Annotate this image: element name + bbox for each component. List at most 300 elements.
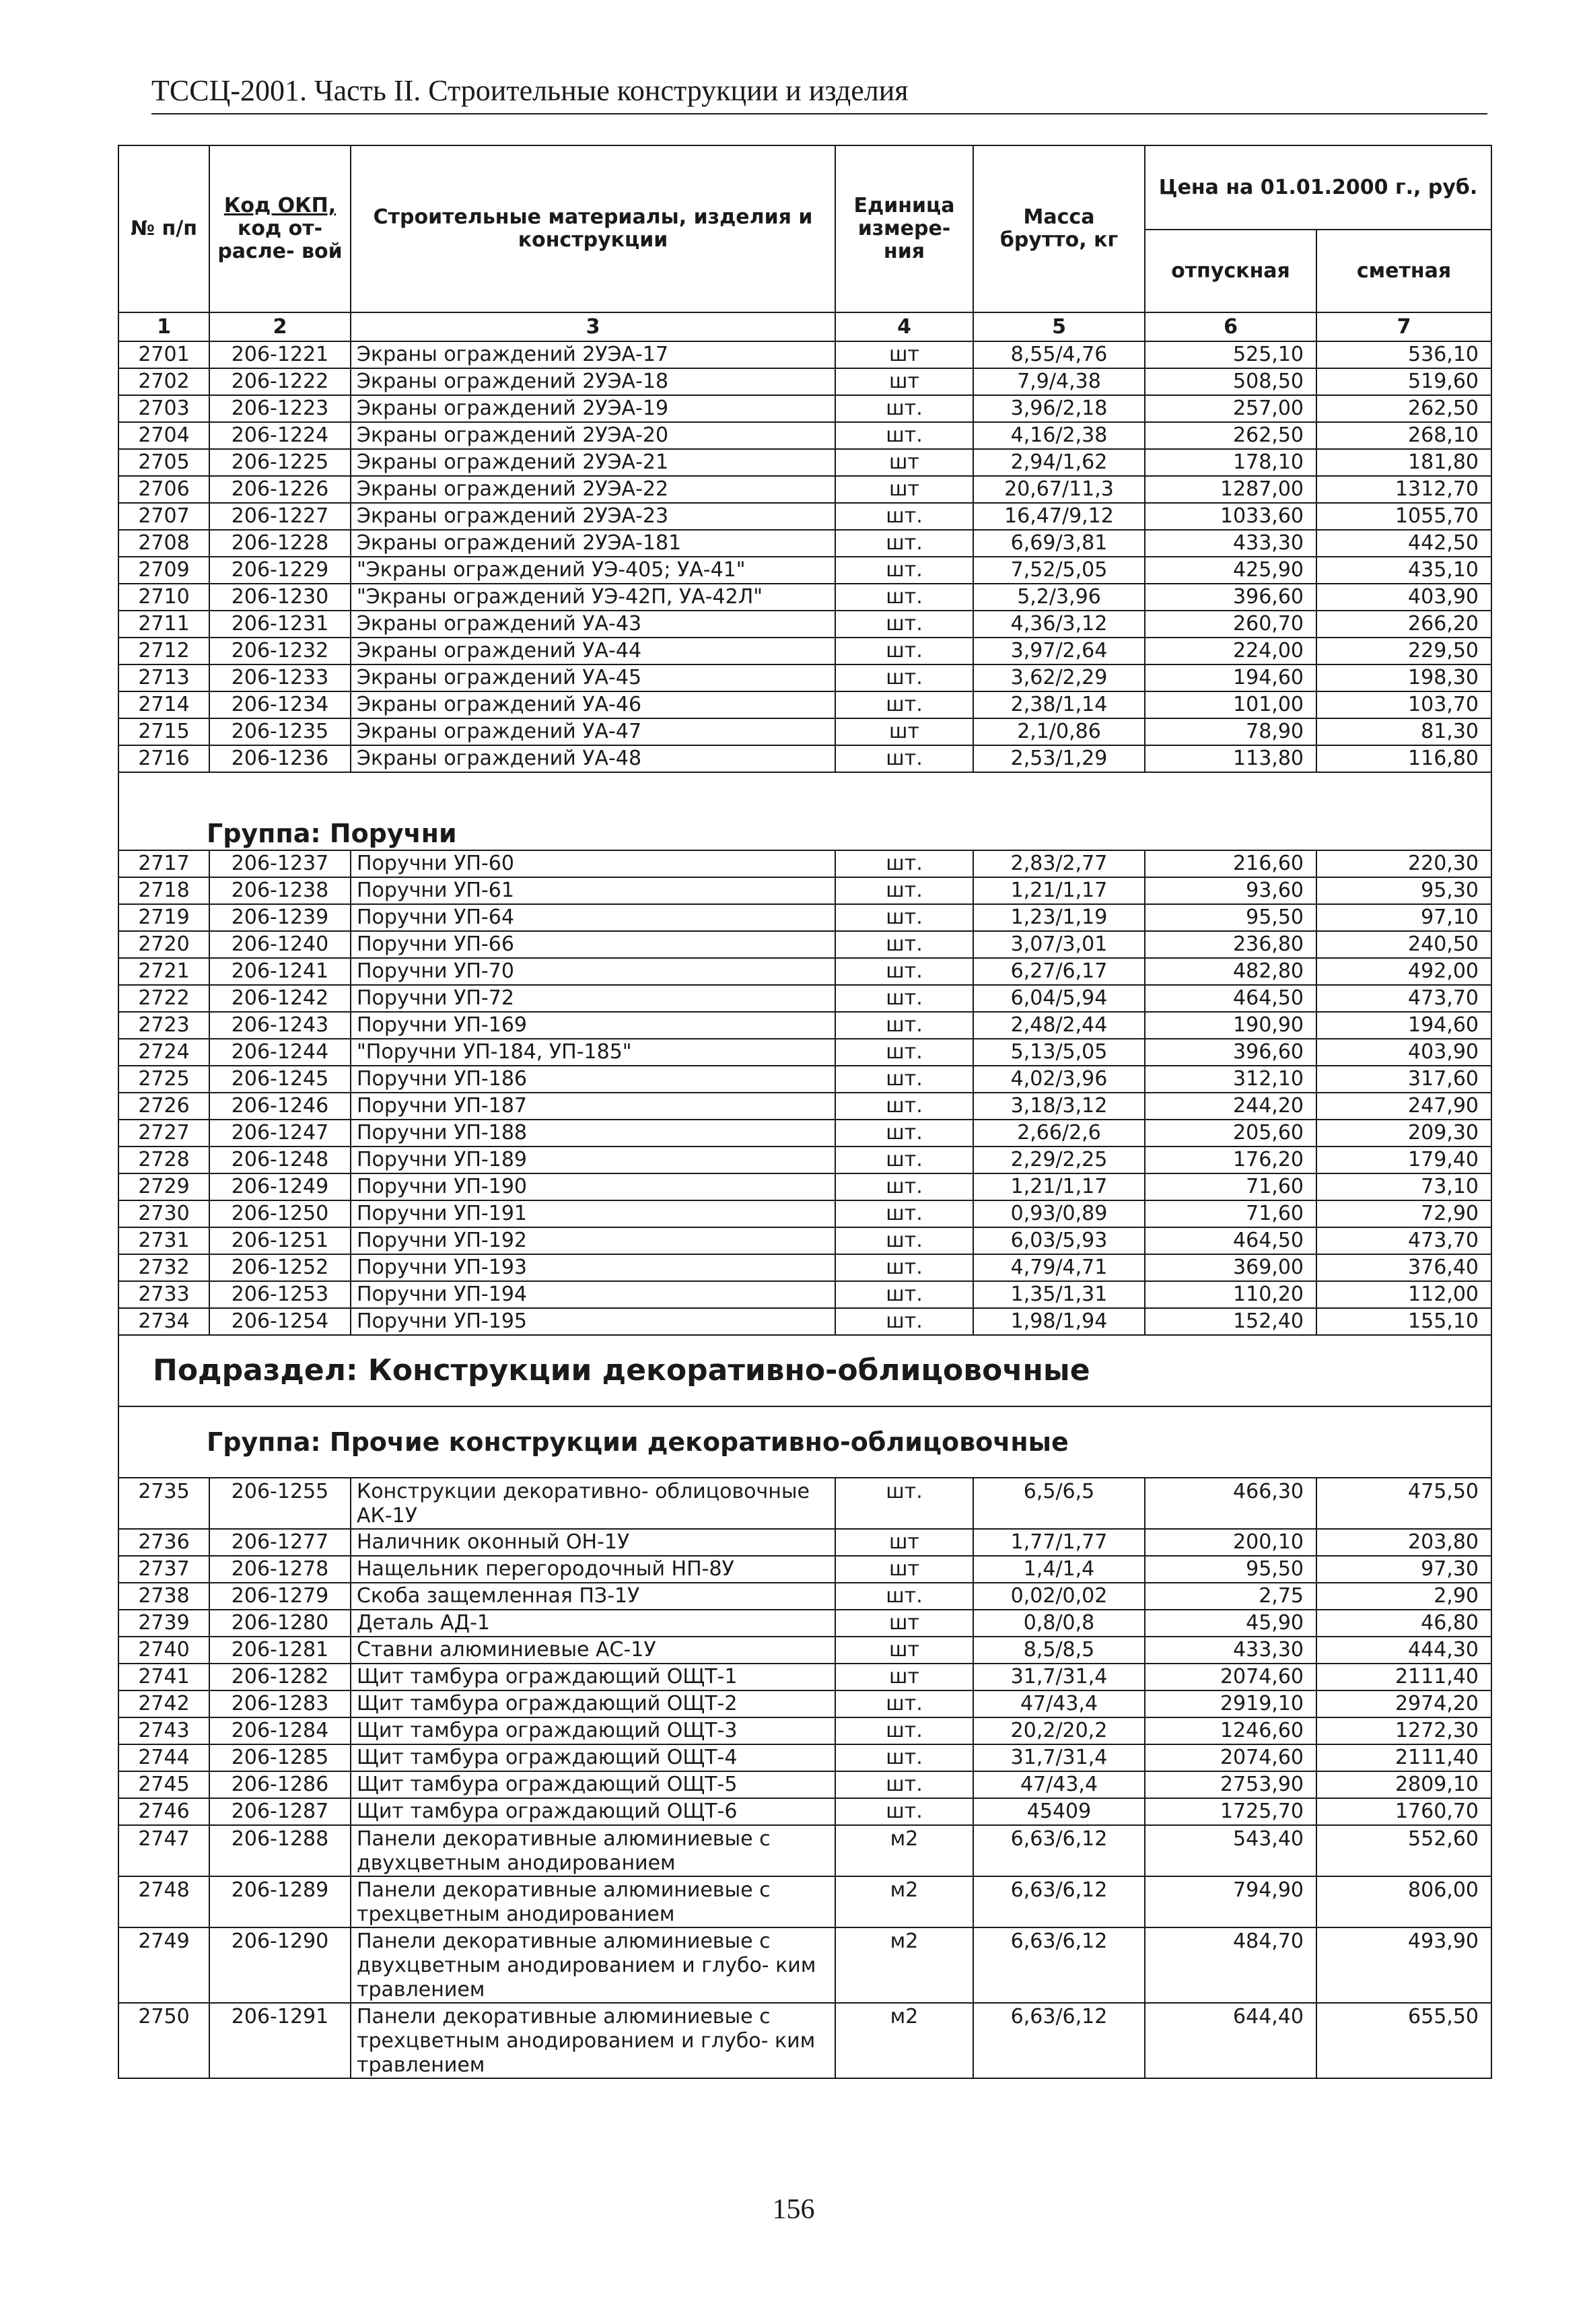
table-row (118, 1717, 1491, 1744)
cell-mass: 7,9/4,38 (973, 368, 1145, 395)
cell-mass: 2,66/2,6 (973, 1120, 1145, 1147)
cell-price-estimate: 268,10 (1316, 422, 1491, 449)
cell-price-estimate: 97,30 (1316, 1556, 1491, 1583)
cell-price-estimate: 266,20 (1316, 611, 1491, 638)
cell-price-release: 190,90 (1145, 1012, 1316, 1039)
table-row (118, 1281, 1491, 1308)
cell-price-release: 2753,90 (1145, 1771, 1316, 1798)
cell-price-estimate: 475,50 (1316, 1478, 1491, 1529)
cell-code: 206-1227 (209, 503, 351, 530)
cell-price-estimate: 247,90 (1316, 1093, 1491, 1120)
cell-unit: шт. (835, 958, 973, 985)
cell-number: 2745 (118, 1771, 209, 1798)
cell-price-release: 113,80 (1145, 745, 1316, 772)
cell-number: 2727 (118, 1120, 209, 1147)
cell-number: 2744 (118, 1744, 209, 1771)
cell-unit: шт (835, 1664, 973, 1690)
cell-unit: шт (835, 1610, 973, 1637)
cell-number: 2732 (118, 1254, 209, 1281)
cell-name: Поручни УП-192 (351, 1227, 835, 1254)
table-row (118, 1771, 1491, 1798)
column-index: 4 (835, 312, 973, 341)
cell-mass: 3,07/3,01 (973, 931, 1145, 958)
table-row (118, 449, 1491, 476)
cell-unit: шт. (835, 1744, 973, 1771)
cell-name: Экраны ограждений 2УЭА-23 (351, 503, 835, 530)
table-row (118, 1876, 1491, 1927)
cell-mass: 1,21/1,17 (973, 877, 1145, 904)
cell-code: 206-1251 (209, 1227, 351, 1254)
cell-mass: 6,63/6,12 (973, 1876, 1145, 1927)
cell-code: 206-1286 (209, 1771, 351, 1798)
table-row (118, 1529, 1491, 1556)
cell-price-release: 464,50 (1145, 1227, 1316, 1254)
col-header-unit: Единица измере- ния (835, 145, 973, 312)
cell-code: 206-1226 (209, 476, 351, 503)
cell-mass: 0,93/0,89 (973, 1200, 1145, 1227)
cell-name: Панели декоративные алюминиевые с двухцветным анодированием (351, 1825, 835, 1876)
cell-number: 2731 (118, 1227, 209, 1254)
cell-mass: 31,7/31,4 (973, 1664, 1145, 1690)
cell-unit: шт (835, 341, 973, 368)
cell-code: 206-1250 (209, 1200, 351, 1227)
cell-name: Экраны ограждений 2УЭА-21 (351, 449, 835, 476)
table-row (118, 1556, 1491, 1583)
cell-name: "Экраны ограждений УЭ-42П, УА-42Л" (351, 584, 835, 611)
cell-code: 206-1239 (209, 904, 351, 931)
cell-price-estimate: 473,70 (1316, 985, 1491, 1012)
cell-mass: 31,7/31,4 (973, 1744, 1145, 1771)
cell-name: Щит тамбура ограждающий ОЩТ-6 (351, 1798, 835, 1825)
cell-price-release: 244,20 (1145, 1093, 1316, 1120)
cell-unit: шт. (835, 503, 973, 530)
cell-code: 206-1236 (209, 745, 351, 772)
cell-code: 206-1237 (209, 850, 351, 877)
table-row (118, 1308, 1491, 1335)
column-index: 7 (1316, 312, 1491, 341)
table-row (118, 1825, 1491, 1876)
table-row (118, 1744, 1491, 1771)
cell-name: Поручни УП-187 (351, 1093, 835, 1120)
col-header-name: Строительные материалы, изделия и конструкции (351, 145, 835, 312)
cell-number: 2711 (118, 611, 209, 638)
cell-number: 2705 (118, 449, 209, 476)
cell-number: 2708 (118, 530, 209, 557)
price-table (118, 145, 1492, 2079)
cell-name: Панели декоративные алюминиевые с двухцветным анодированием и глубо- ким травлением (351, 1927, 835, 2003)
cell-code: 206-1241 (209, 958, 351, 985)
cell-name: Поручни УП-188 (351, 1120, 835, 1147)
cell-number: 2712 (118, 638, 209, 664)
cell-mass: 8,55/4,76 (973, 341, 1145, 368)
cell-unit: шт. (835, 664, 973, 691)
cell-price-release: 194,60 (1145, 664, 1316, 691)
group-heading-row (118, 772, 1491, 850)
cell-price-release: 794,90 (1145, 1876, 1316, 1927)
table-row (118, 2003, 1491, 2078)
cell-mass: 6,03/5,93 (973, 1227, 1145, 1254)
cell-price-estimate: 2,90 (1316, 1583, 1491, 1610)
cell-code: 206-1246 (209, 1093, 351, 1120)
col-header-price: Цена на 01.01.2000 г., руб. (1145, 145, 1491, 230)
cell-mass: 2,29/2,25 (973, 1147, 1145, 1173)
cell-code: 206-1290 (209, 1927, 351, 2003)
cell-name: Ставни алюминиевые АС-1У (351, 1637, 835, 1664)
cell-code: 206-1238 (209, 877, 351, 904)
cell-unit: шт. (835, 904, 973, 931)
cell-price-estimate: 442,50 (1316, 530, 1491, 557)
cell-price-estimate: 112,00 (1316, 1281, 1491, 1308)
table-row (118, 530, 1491, 557)
cell-name: Щит тамбура ограждающий ОЩТ-5 (351, 1771, 835, 1798)
cell-mass: 1,77/1,77 (973, 1529, 1145, 1556)
cell-number: 2738 (118, 1583, 209, 1610)
cell-number: 2739 (118, 1610, 209, 1637)
cell-price-release: 464,50 (1145, 985, 1316, 1012)
cell-number: 2703 (118, 395, 209, 422)
cell-unit: шт. (835, 691, 973, 718)
cell-price-release: 71,60 (1145, 1200, 1316, 1227)
cell-price-release: 484,70 (1145, 1927, 1316, 2003)
cell-number: 2713 (118, 664, 209, 691)
cell-unit: шт (835, 718, 973, 745)
cell-number: 2740 (118, 1637, 209, 1664)
col-header-code-rest: код от- расле- вой (217, 217, 343, 263)
cell-mass: 5,13/5,05 (973, 1039, 1145, 1066)
cell-number: 2746 (118, 1798, 209, 1825)
cell-number: 2730 (118, 1200, 209, 1227)
cell-unit: шт (835, 1637, 973, 1664)
col-header-price-estimate: сметная (1316, 230, 1491, 312)
cell-price-release: 525,10 (1145, 341, 1316, 368)
cell-code: 206-1283 (209, 1690, 351, 1717)
cell-name: "Экраны ограждений УЭ-405; УА-41" (351, 557, 835, 584)
cell-unit: шт (835, 476, 973, 503)
cell-unit: шт. (835, 1200, 973, 1227)
table-row (118, 1227, 1491, 1254)
table-row (118, 476, 1491, 503)
column-index: 1 (118, 312, 209, 341)
cell-unit: шт. (835, 1717, 973, 1744)
cell-price-release: 200,10 (1145, 1529, 1316, 1556)
cell-mass: 0,02/0,02 (973, 1583, 1145, 1610)
cell-code: 206-1288 (209, 1825, 351, 1876)
cell-number: 2729 (118, 1173, 209, 1200)
cell-unit: шт. (835, 1227, 973, 1254)
cell-price-estimate: 46,80 (1316, 1610, 1491, 1637)
cell-mass: 2,94/1,62 (973, 449, 1145, 476)
cell-mass: 6,5/6,5 (973, 1478, 1145, 1529)
group-heading-row (118, 1406, 1491, 1478)
cell-unit: шт. (835, 931, 973, 958)
cell-code: 206-1222 (209, 368, 351, 395)
cell-price-release: 262,50 (1145, 422, 1316, 449)
table-row (118, 877, 1491, 904)
cell-price-estimate: 655,50 (1316, 2003, 1491, 2078)
cell-name: Экраны ограждений 2УЭА-20 (351, 422, 835, 449)
cell-price-estimate: 262,50 (1316, 395, 1491, 422)
cell-name: Щит тамбура ограждающий ОЩТ-1 (351, 1664, 835, 1690)
cell-unit: шт (835, 1556, 973, 1583)
cell-unit: шт. (835, 877, 973, 904)
cell-price-release: 178,10 (1145, 449, 1316, 476)
group-heading: Группа: Прочие конструкции декоративно-облицовочные (118, 1406, 1491, 1478)
table-row (118, 1039, 1491, 1066)
cell-price-release: 508,50 (1145, 368, 1316, 395)
cell-price-release: 45,90 (1145, 1610, 1316, 1637)
table-row (118, 1254, 1491, 1281)
table-body (118, 341, 1491, 2078)
cell-price-estimate: 97,10 (1316, 904, 1491, 931)
cell-unit: шт. (835, 1798, 973, 1825)
cell-price-estimate: 444,30 (1316, 1637, 1491, 1664)
cell-price-release: 95,50 (1145, 1556, 1316, 1583)
cell-price-estimate: 376,40 (1316, 1254, 1491, 1281)
cell-number: 2718 (118, 877, 209, 904)
cell-name: Поручни УП-186 (351, 1066, 835, 1093)
cell-unit: шт. (835, 611, 973, 638)
cell-name: Нащельник перегородочный НП-8У (351, 1556, 835, 1583)
table-row (118, 1147, 1491, 1173)
cell-price-release: 205,60 (1145, 1120, 1316, 1147)
cell-code: 206-1221 (209, 341, 351, 368)
table-row (118, 718, 1491, 745)
cell-unit: шт. (835, 530, 973, 557)
cell-unit: шт. (835, 1308, 973, 1335)
cell-price-estimate: 2111,40 (1316, 1744, 1491, 1771)
table-row (118, 1012, 1491, 1039)
cell-number: 2715 (118, 718, 209, 745)
cell-price-release: 1287,00 (1145, 476, 1316, 503)
cell-code: 206-1285 (209, 1744, 351, 1771)
cell-price-estimate: 116,80 (1316, 745, 1491, 772)
table-row (118, 1583, 1491, 1610)
cell-price-release: 176,20 (1145, 1147, 1316, 1173)
cell-code: 206-1282 (209, 1664, 351, 1690)
cell-price-estimate: 403,90 (1316, 1039, 1491, 1066)
cell-name: Поручни УП-193 (351, 1254, 835, 1281)
cell-number: 2709 (118, 557, 209, 584)
cell-name: Панели декоративные алюминиевые с трехцветным анодированием и глубо- ким травлением (351, 2003, 835, 2078)
cell-name: Поручни УП-66 (351, 931, 835, 958)
cell-price-estimate: 492,00 (1316, 958, 1491, 985)
cell-unit: шт. (835, 584, 973, 611)
cell-price-release: 466,30 (1145, 1478, 1316, 1529)
cell-price-release: 396,60 (1145, 584, 1316, 611)
cell-number: 2704 (118, 422, 209, 449)
cell-name: Поручни УП-190 (351, 1173, 835, 1200)
cell-number: 2741 (118, 1664, 209, 1690)
cell-price-release: 312,10 (1145, 1066, 1316, 1093)
cell-price-estimate: 103,70 (1316, 691, 1491, 718)
cell-price-estimate: 240,50 (1316, 931, 1491, 958)
cell-code: 206-1247 (209, 1120, 351, 1147)
table-row (118, 395, 1491, 422)
cell-price-release: 1033,60 (1145, 503, 1316, 530)
cell-unit: шт. (835, 1771, 973, 1798)
cell-code: 206-1279 (209, 1583, 351, 1610)
table-row (118, 557, 1491, 584)
table-row (118, 1173, 1491, 1200)
cell-price-estimate: 1055,70 (1316, 503, 1491, 530)
cell-price-estimate: 435,10 (1316, 557, 1491, 584)
cell-number: 2719 (118, 904, 209, 931)
cell-number: 2701 (118, 341, 209, 368)
cell-mass: 45409 (973, 1798, 1145, 1825)
cell-number: 2723 (118, 1012, 209, 1039)
cell-price-release: 78,90 (1145, 718, 1316, 745)
cell-price-release: 110,20 (1145, 1281, 1316, 1308)
cell-mass: 1,21/1,17 (973, 1173, 1145, 1200)
cell-name: Наличник оконный ОН-1У (351, 1529, 835, 1556)
cell-name: Поручни УП-169 (351, 1012, 835, 1039)
cell-name: Поручни УП-195 (351, 1308, 835, 1335)
cell-code: 206-1235 (209, 718, 351, 745)
cell-price-release: 257,00 (1145, 395, 1316, 422)
cell-number: 2721 (118, 958, 209, 985)
cell-code: 206-1242 (209, 985, 351, 1012)
cell-unit: шт (835, 1529, 973, 1556)
table-row (118, 1120, 1491, 1147)
cell-price-estimate: 1272,30 (1316, 1717, 1491, 1744)
cell-code: 206-1281 (209, 1637, 351, 1664)
cell-price-estimate: 229,50 (1316, 638, 1491, 664)
cell-name: Поручни УП-191 (351, 1200, 835, 1227)
col-header-code (209, 145, 351, 312)
table-row (118, 584, 1491, 611)
cell-price-release: 260,70 (1145, 611, 1316, 638)
cell-unit: шт. (835, 1254, 973, 1281)
cell-mass: 6,63/6,12 (973, 1927, 1145, 2003)
cell-name: Поручни УП-70 (351, 958, 835, 985)
cell-price-estimate: 81,30 (1316, 718, 1491, 745)
cell-price-estimate: 203,80 (1316, 1529, 1491, 1556)
cell-code: 206-1233 (209, 664, 351, 691)
cell-number: 2717 (118, 850, 209, 877)
cell-code: 206-1278 (209, 1556, 351, 1583)
table-row (118, 1927, 1491, 2003)
cell-name: Экраны ограждений 2УЭА-181 (351, 530, 835, 557)
cell-mass: 6,27/6,17 (973, 958, 1145, 985)
cell-mass: 6,04/5,94 (973, 985, 1145, 1012)
cell-code: 206-1230 (209, 584, 351, 611)
cell-number: 2748 (118, 1876, 209, 1927)
cell-name: Щит тамбура ограждающий ОЩТ-4 (351, 1744, 835, 1771)
table-row (118, 368, 1491, 395)
cell-price-estimate: 2809,10 (1316, 1771, 1491, 1798)
cell-price-estimate: 220,30 (1316, 850, 1491, 877)
cell-code: 206-1253 (209, 1281, 351, 1308)
cell-name: Экраны ограждений 2УЭА-18 (351, 368, 835, 395)
cell-number: 2714 (118, 691, 209, 718)
table-row (118, 503, 1491, 530)
cell-unit: шт. (835, 1120, 973, 1147)
cell-unit: шт. (835, 1147, 973, 1173)
cell-code: 206-1223 (209, 395, 351, 422)
cell-code: 206-1291 (209, 2003, 351, 2078)
cell-price-release: 93,60 (1145, 877, 1316, 904)
cell-code: 206-1240 (209, 931, 351, 958)
cell-name: Экраны ограждений УА-48 (351, 745, 835, 772)
cell-name: Щит тамбура ограждающий ОЩТ-3 (351, 1717, 835, 1744)
group-heading: Группа: Поручни (118, 772, 1491, 850)
cell-mass: 3,62/2,29 (973, 664, 1145, 691)
cell-name: Экраны ограждений УА-47 (351, 718, 835, 745)
col-header-price-release: отпускная (1145, 230, 1316, 312)
cell-mass: 4,16/2,38 (973, 422, 1145, 449)
cell-unit: шт. (835, 1281, 973, 1308)
cell-mass: 2,1/0,86 (973, 718, 1145, 745)
cell-number: 2734 (118, 1308, 209, 1335)
cell-price-release: 2,75 (1145, 1583, 1316, 1610)
cell-code: 206-1243 (209, 1012, 351, 1039)
cell-price-release: 433,30 (1145, 530, 1316, 557)
cell-code: 206-1234 (209, 691, 351, 718)
column-index: 2 (209, 312, 351, 341)
column-index: 3 (351, 312, 835, 341)
cell-unit: м2 (835, 1927, 973, 2003)
cell-mass: 2,83/2,77 (973, 850, 1145, 877)
cell-name: Панели декоративные алюминиевые с трехцветным анодированием (351, 1876, 835, 1927)
table-row (118, 985, 1491, 1012)
cell-unit: шт. (835, 638, 973, 664)
cell-name: Экраны ограждений УА-46 (351, 691, 835, 718)
cell-mass: 4,36/3,12 (973, 611, 1145, 638)
table-row (118, 638, 1491, 664)
table-row (118, 1066, 1491, 1093)
cell-mass: 3,18/3,12 (973, 1093, 1145, 1120)
cell-name: Экраны ограждений 2УЭА-22 (351, 476, 835, 503)
cell-mass: 3,96/2,18 (973, 395, 1145, 422)
cell-price-estimate: 194,60 (1316, 1012, 1491, 1039)
cell-number: 2747 (118, 1825, 209, 1876)
cell-price-estimate: 179,40 (1316, 1147, 1491, 1173)
table-row (118, 1478, 1491, 1529)
cell-number: 2728 (118, 1147, 209, 1173)
subsection-heading-row (118, 1335, 1491, 1406)
cell-number: 2749 (118, 1927, 209, 2003)
cell-mass: 6,63/6,12 (973, 1825, 1145, 1876)
page-number: 156 (772, 2194, 815, 2225)
cell-price-estimate: 403,90 (1316, 584, 1491, 611)
cell-mass: 47/43,4 (973, 1690, 1145, 1717)
cell-mass: 3,97/2,64 (973, 638, 1145, 664)
cell-unit: шт. (835, 850, 973, 877)
cell-name: Поручни УП-72 (351, 985, 835, 1012)
cell-unit: шт (835, 368, 973, 395)
cell-mass: 47/43,4 (973, 1771, 1145, 1798)
cell-code: 206-1287 (209, 1798, 351, 1825)
column-index: 6 (1145, 312, 1316, 341)
cell-mass: 5,2/3,96 (973, 584, 1145, 611)
cell-unit: шт. (835, 745, 973, 772)
cell-code: 206-1254 (209, 1308, 351, 1335)
cell-price-estimate: 552,60 (1316, 1825, 1491, 1876)
cell-price-release: 2074,60 (1145, 1744, 1316, 1771)
cell-price-release: 152,40 (1145, 1308, 1316, 1335)
cell-code: 206-1249 (209, 1173, 351, 1200)
cell-code: 206-1289 (209, 1876, 351, 1927)
cell-unit: шт. (835, 1478, 973, 1529)
cell-unit: шт. (835, 1690, 973, 1717)
col-header-mass: Масса брутто, кг (973, 145, 1145, 312)
cell-price-estimate: 155,10 (1316, 1308, 1491, 1335)
cell-name: Экраны ограждений 2УЭА-17 (351, 341, 835, 368)
cell-mass: 8,5/8,5 (973, 1637, 1145, 1664)
cell-unit: шт. (835, 1039, 973, 1066)
cell-mass: 1,23/1,19 (973, 904, 1145, 931)
cell-mass: 20,67/11,3 (973, 476, 1145, 503)
